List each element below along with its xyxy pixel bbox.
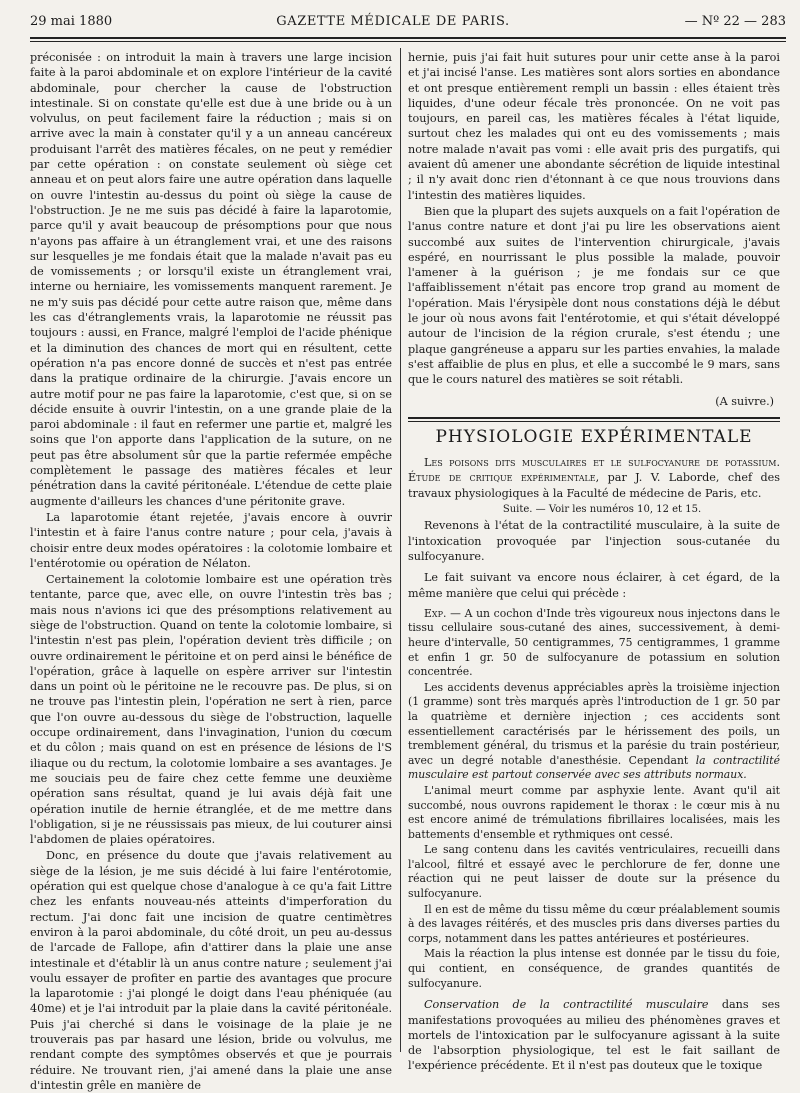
paragraph: Le sang contenu dans les cavités ventriculaires, recueilli dans l'alcool, filtré et essayé avec le perchlorure de fer, donne une réaction qui ne peut laisser de doute sur la présence du sulfocyanure.	[408, 843, 780, 901]
accidents-text: Les accidents devenus appréciables après la troisième injection (1 gramme) sont très marqués après l'introduction de 1 gr. 50 par la quatrième et dernière injection ; ces accidents sont essentiellement caractérisés par le hérissement des poils, un tremblement général, du trismus et la parésie du train postérieur, avec un degré notable d'anesthésie. Cependant	[408, 680, 780, 767]
journal-title: GAZETTE MÉDICALE DE PARIS.	[276, 14, 510, 29]
article-author: par J. V. Laborde, chef des travaux physiologiques à la Faculté de médecine de Paris, etc.	[408, 471, 780, 500]
section-title: PHYSIOLOGIE EXPÉRIMENTALE	[435, 426, 753, 447]
page-header	[30, 14, 786, 36]
paragraph: L'animal meurt comme par asphyxie lente. Avant qu'il ait succombé, nous ouvrons rapidement le thorax : le cœur mis à nu est encore animé de trémulations fibrillaires localisées, mais les battements d'ensemble et rythmiques ont cessé.	[408, 783, 780, 841]
conservation-paragraph	[408, 997, 780, 1073]
issue-page-number: — Nº 22 — 283	[684, 14, 786, 29]
experiment-paragraph	[408, 607, 780, 680]
suite-note: Suite. — Voir les numéros 10, 12 et 15.	[502, 504, 702, 516]
right-column	[408, 50, 781, 1073]
paragraph: hernie, puis j'ai fait huit sutures pour unir cette anse à la paroi et j'ai incisé l'anse. Les matières sont alors sorties en abondance et ont presque entièrement rempli un bassin : elles étaient très liquides, d'une odeur fécale très prononcée. On ne voit pas toujours, en pareil cas, les matières fécales à l'état liquide, surtout chez les malades qui ont eu des vomissements ; mais notre malade n'avait pas vomi : elle avait pris des purgatifs, qui avaient dû amener une abondante sécrétion de liquide intestinal ; il n'y avait donc rien d'étonnant à ce que nous trouvions dans l'intestin des matières liquides.	[408, 51, 780, 202]
paragraph: préconisée : on introduit la main à travers une large incision faite à la paroi abdominale et on explore l'intérieur de la cavité abdominale, pour chercher la cause de l'obstruction intestinale. Si on constate qu'elle est due à une bride ou à un volvulus, on peut facilement faire la réduction ; mais si on arrive avec la main à constater qu'il y a un anneau cancéreux produisant l'arrêt des matières fécales, on ne peut y remédier par cette opération : on constate seulement où siège cet anneau et on peut alors faire une autre opération dans laquelle on ouvre l'intestin au-dessus du point où siège la cause de l'obstruction. Je ne me suis pas décidé à faire la laparotomie, parce qu'il y avait beaucoup de présomptions pour que nous n'ayons pas affaire à un étranglement vrai, et une des raisons sur lesquelles je me fondais était que la malade n'avait pas eu de vomissements ; or lorsqu'il existe un étranglement vrai, interne ou herniaire, les vomissements manquent rarement. Je ne m'y suis pas décidé pour cette autre raison que, même dans les cas d'étranglements vrais, la laparotomie ne réussit pas toujours : aussi, en France, malgré l'emploi de l'acide phénique et la diminution des chances de mort qui en résultent, cette opération n'a pas encore donné de succès et n'est pas entrée dans la pratique ordinaire de la chirurgie. J'avais encore un autre motif pour ne pas faire la laparotomie, c'est que, si on se décide ensuite à ouvrir l'intestin, on a une grande plaie de la paroi abdominale : il faut en refermer une partie et, malgré les soins que l'on apporte dans l'application de la suture, on ne peut pas être absolument sûr que la partie refermée empêche complètement le passage des matières fécales et leur pénétration dans la cavité péritonéale. L'étendue de cette plaie augmente d'ailleurs les chances d'une péritonite grave.	[30, 51, 392, 508]
paragraph: Certainement la colotomie lombaire est une opération très tentante, parce que, avec elle, on ouvre l'intestin très bas ; mais nous n'avions ici que des présomptions relativement au siège de l'obstruction. Quand on tente la colotomie lombaire, si l'intestin n'est pas plein, l'opération devient très difficile ; on ouvre ordinairement le péritoine et on perd ainsi le bénéfice de l'opération, grâce à laquelle on espère arriver sur l'intestin dans un point où le péritoine ne le recouvre pas. De plus, si on ne trouve pas l'intestin plein, l'opération ne sert à rien, parce que l'on ouvre au-dessous du siège de l'obstruction, laquelle occupe ordinairement, dans l'invagination, l'union du cœcum et du côlon ; mais quand on est en présence de lésions de l'S iliaque ou du rectum, la colotomie lombaire a ses avantages. Je me souciais peu de faire chez cette femme une deuxième opération sans résultat, quand je lui avais déjà fait une opération inutile de hernie étranglée, et de me mettre dans l'obligation, si je ne réussissais pas mieux, de lui couturer ainsi l'abdomen de plaies opératoires.	[30, 573, 392, 847]
paragraph: Bien que la plupart des sujets auxquels on a fait l'opération de l'anus contre nature et dont j'ai pu lire les observations aient succombé aux suites de l'intervention chirurgicale, j'avais espéré, en nourrissant le plus possible la malade, pouvoir l'amener à la guérison ; je me fondais sur ce que l'affaiblissement n'était pas encore trop grand au moment de l'opération. Mais l'érysipèle dont nous constations déjà le début le jour où nous avons fait l'entérotomie, et qui s'était développé autour de l'incision de la région crurale, s'est étendu ; une plaque gangréneuse a apparu sur les parties envahies, la malade s'est affaiblie de plus en plus, et elle a succombé le 9 mars, sans que le cours naturel des matières se soit rétabli.	[408, 204, 780, 387]
paragraph: La laparotomie étant rejetée, j'avais encore à ouvrir l'intestin et à faire l'anus contre nature ; pour cela, j'avais à choisir entre deux modes opératoires : la colotomie lombaire et l'entérotomie ou opération de Nélaton.	[30, 510, 392, 570]
section-rule	[408, 417, 780, 422]
experiment-text: A un cochon d'Inde très vigoureux nous injectons dans le tissu cellulaire sous-cutané des aines, successivement, à demi-heure d'intervalle, 50 centigrammes, 75 centigrammes, 1 gramme et enfin 1 gr. 50 de sulfocyanure de potassium en solution concentrée.	[408, 606, 781, 679]
paragraph: Il en est de même du tissu même du cœur préalablement soumis à des lavages réitérés, et des muscles pris dans diverses parties du corps, notamment dans les pattes antérieures et postérieures.	[408, 902, 780, 945]
paragraph: Le fait suivant va encore nous éclairer, à cet égard, de la même manière que celui qui précède :	[408, 571, 780, 600]
experiment-label: Exp. —	[424, 606, 461, 620]
issue-date: 29 mai 1880	[30, 14, 113, 29]
paragraph: Mais la réaction la plus intense est donnée par le tissu du foie, qui contient, en conséquence, de grandes quantités de sulfocyanure.	[408, 947, 780, 990]
article-title: Les poisons dits musculaires et le sulfocyanure de potassium. Étude de critique expérimentale,	[408, 456, 780, 485]
article-heading	[408, 455, 780, 501]
header-rule-thick	[30, 37, 786, 39]
paragraph: Revenons à l'état de la contractilité musculaire, à la suite de l'intoxication provoquée par l'injection sous-cutanée du sulfocyanure.	[408, 519, 780, 563]
conservation-emphasis: Conservation de la contractilité musculaire	[424, 998, 709, 1012]
conservation-text: dans ses manifestations provoquées au milieu des phénomènes graves et mortels de l'intoxication par le sulfocyanure agissant à la suite de l'absorption physiologique, tel est le fait saillant de l'expérience précédente. Et il n'est pas douteux que le toxique	[408, 998, 781, 1073]
accidents-emphasis: la contractilité musculaire est partout conservée avec ses attributs normaux.	[408, 753, 780, 782]
column-divider	[400, 48, 401, 1052]
paragraph: Donc, en présence du doute que j'avais relativement au siège de la lésion, je me suis décidé à lui faire l'entérotomie, opération qui est quelque chose d'analogue à ce qu'a fait Littre chez les enfants nouveau-nés atteints d'imperforation du rectum. J'ai donc fait une incision de quatre centimètres environ à la paroi abdominale, du côté droit, un peu au-dessus de l'arcade de Fallope, afin d'attirer dans la plaie une anse intestinale et d'établir là un anus contre nature ; seulement j'ai voulu essayer de profiter en partie des avantages que procure la laparotomie : j'ai plongé le doigt dans l'eau phéniquée (au 40me) et je l'ai introduit par la plaie dans la cavité péritonéale. Puis j'ai cherché si dans le voisinage de la plaie je ne trouverais pas par hasard une lésion, bride ou volvulus, me rendant compte des symptômes observés et que je pourrais réduire. Ne trouvant rien, j'ai amené dans la plaie une anse d'intestin grêle en manière de	[30, 849, 392, 1092]
header-rule-thin	[30, 41, 786, 42]
to-be-continued: (A suivre.)	[715, 394, 774, 408]
left-column	[30, 50, 392, 1092]
accidents-paragraph	[408, 681, 780, 783]
